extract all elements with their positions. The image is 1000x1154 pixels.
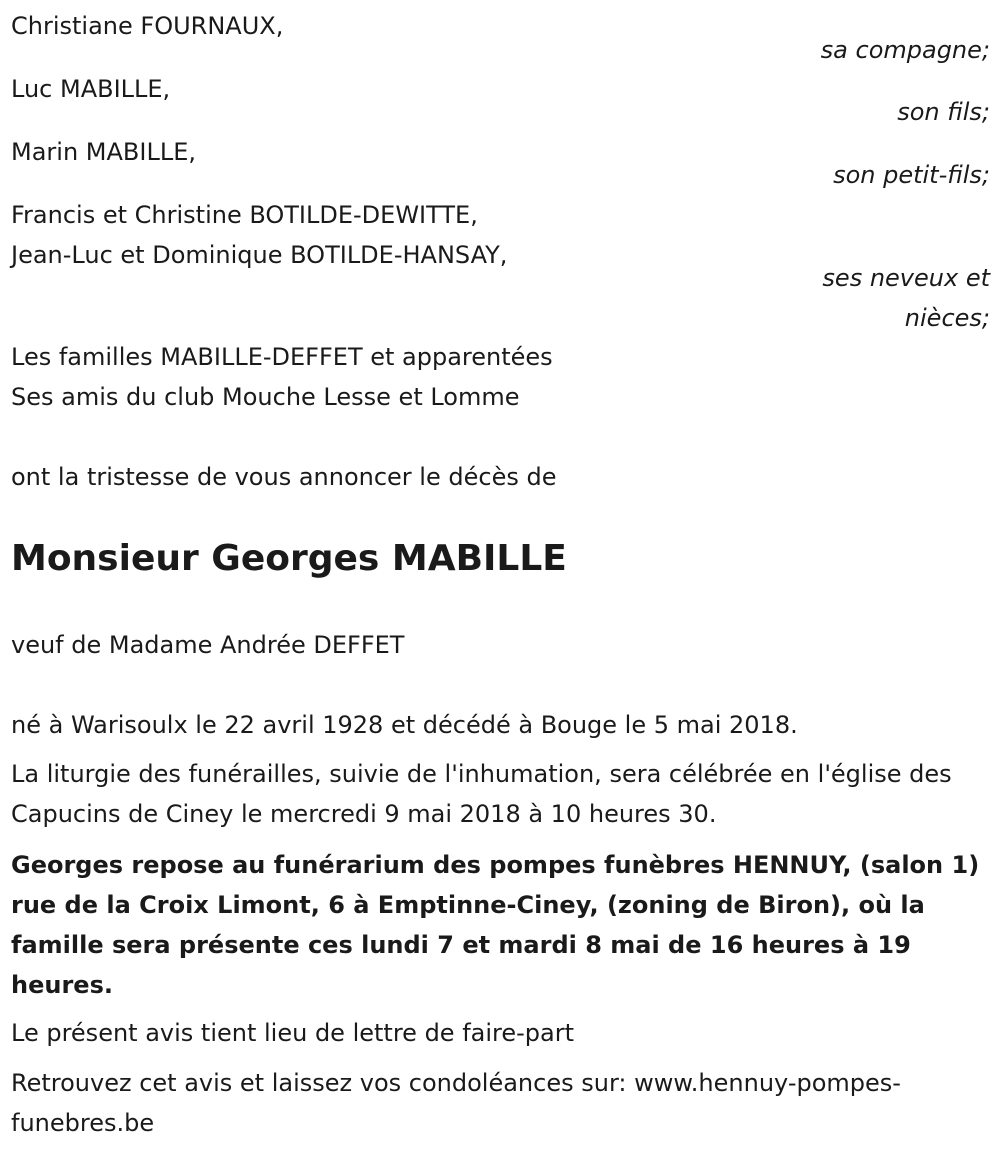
family-relation: son fils; <box>897 98 990 126</box>
other-mourners: Ses amis du club Mouche Lesse et Lomme <box>11 383 520 411</box>
family-relation: son petit-fils; <box>833 161 990 189</box>
nephews-relation: nièces; <box>904 304 990 332</box>
nephew-name: Francis et Christine BOTILDE-DEWITTE, <box>11 201 478 229</box>
family-name: Luc MABILLE, <box>11 75 171 103</box>
liturgy-paragraph: La liturgie des funérailles, suivie de l'inhumation, sera célébrée en l'église des Capucins de Ciney le mercredi 9 mai 2018 à 10 heures 30. <box>11 760 952 828</box>
nephew-name: Jean-Luc et Dominique BOTILDE-HANSAY, <box>11 241 508 269</box>
nephews-relation: ses neveux et <box>822 264 990 292</box>
notice-text: Le présent avis tient lieu de lettre de faire-part <box>11 1019 575 1047</box>
condolences-text: Retrouvez cet avis et laissez vos condoléances sur: www.hennuy-pompes-funebres.be <box>11 1069 901 1137</box>
announcement-text: ont la tristesse de vous annoncer le décès de <box>11 463 557 491</box>
family-name: Christiane FOURNAUX, <box>11 12 284 40</box>
family-name: Marin MABILLE, <box>11 138 196 166</box>
funerarium-paragraph: Georges repose au funérarium des pompes funèbres HENNUY, (salon 1) rue de la Croix Limont, 6 à Emptinne-Ciney, (zoning de Biron), où la famille sera présente ces lundi 7 et mardi 8 mai de 16 heures à 19 heures. <box>11 851 980 999</box>
family-relation: sa compagne; <box>820 36 990 64</box>
deceased-name: Monsieur Georges MABILLE <box>11 538 567 579</box>
widower-text: veuf de Madame Andrée DEFFET <box>11 631 405 659</box>
other-mourners: Les familles MABILLE-DEFFET et apparentées <box>11 343 553 371</box>
birth-death-text: né à Warisoulx le 22 avril 1928 et décédé à Bouge le 5 mai 2018. <box>11 711 798 739</box>
